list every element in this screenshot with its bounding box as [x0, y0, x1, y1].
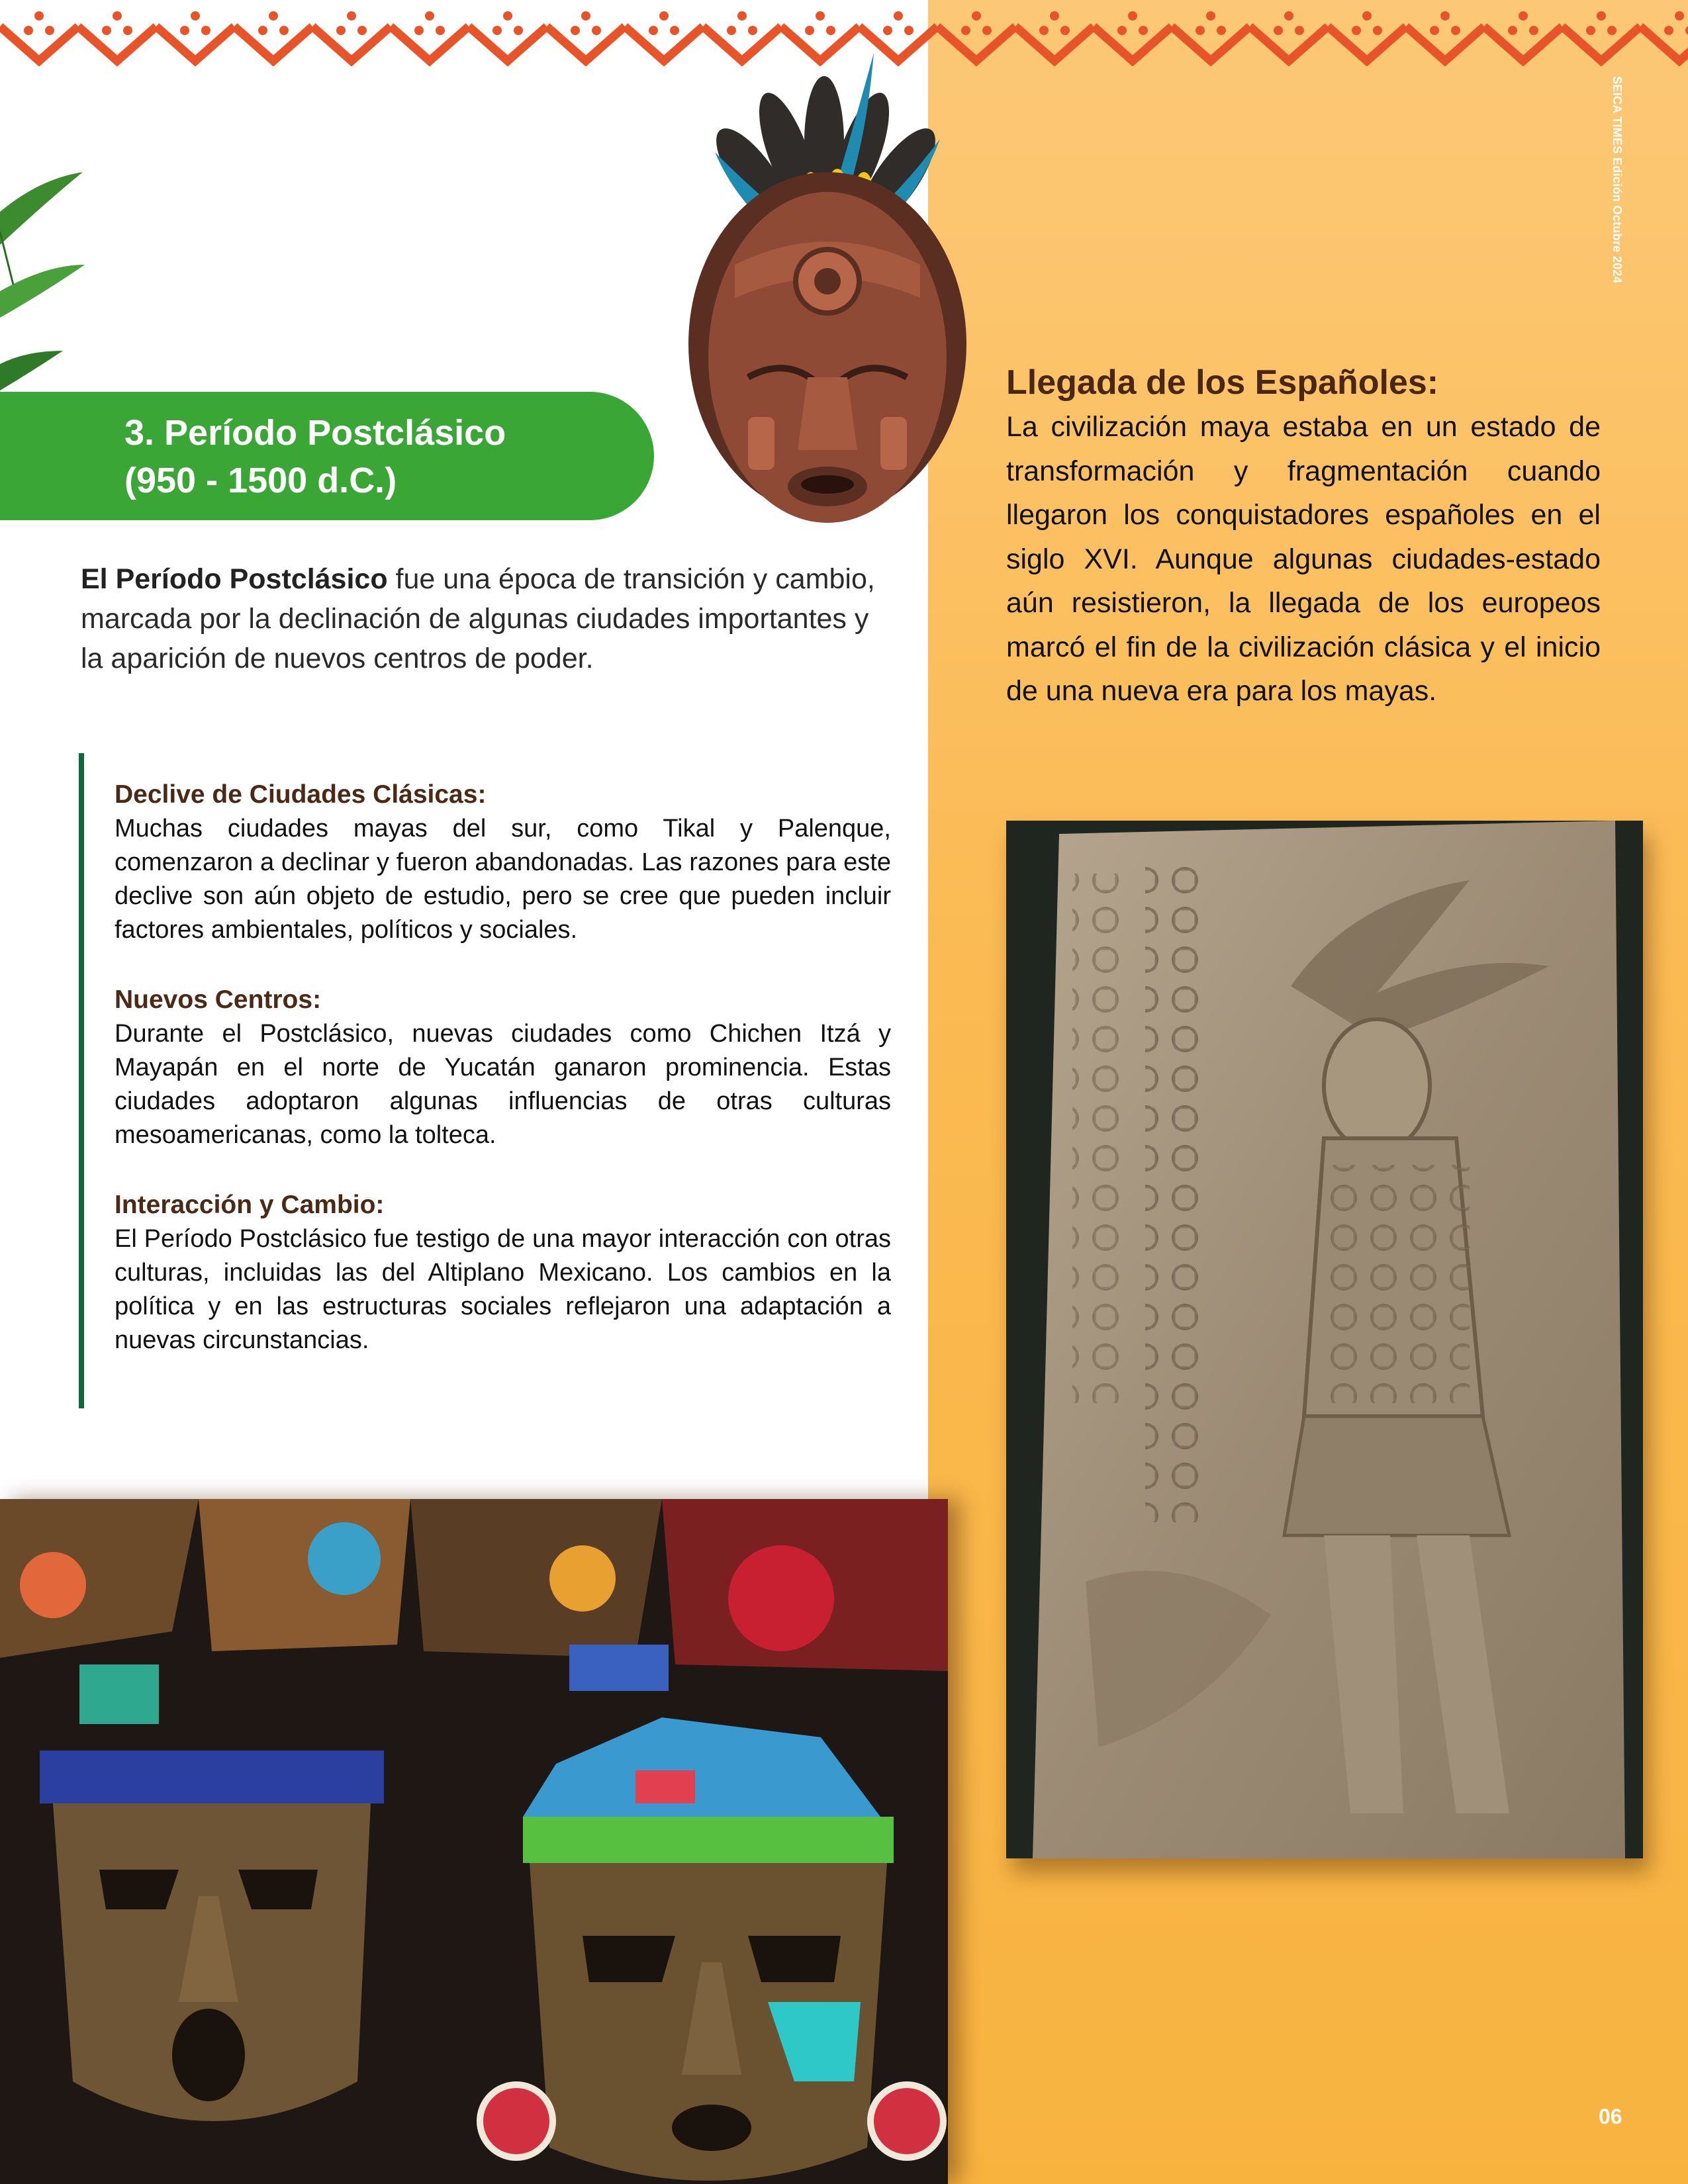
- subsection: [115, 778, 891, 947]
- section-title: [124, 409, 601, 504]
- publication-side-label: SEICA TIMES Edición Octubre 2024: [1611, 76, 1624, 284]
- subsection-body: El Período Postclásico fue testigo de una mayor interacción con otras culturas, incluidas las del Altiplano Mexicano. Los cambios en la política y en las estructuras sociales reflejaron una adaptación a nuevas circunstancias.: [115, 1225, 891, 1354]
- intro-text: fue una época de transición y cambio, marcada por la declinación de algunas ciudades importantes y la aparición de nuevos centros de poder.: [81, 563, 875, 674]
- mayan-mask-illustration: [655, 46, 1000, 536]
- subsection: [115, 1188, 891, 1357]
- quote-bar: [79, 753, 84, 1408]
- sidebar-title: Llegada de los Españoles:: [1006, 363, 1439, 402]
- intro-bold-lead: El Período Postclásico: [81, 563, 388, 595]
- carved-stone-stela-photo: [1006, 821, 1643, 1858]
- subsection-body: Muchas ciudades mayas del sur, como Tikal y Palenque, comenzaron a declinar y fueron abandonadas. Las razones para este declive son aún objeto de estudio, pero se cree que pueden incluir factores ambientales, políticos y sociales.: [115, 815, 891, 944]
- section-title-line1: 3. Período Postclásico: [124, 413, 506, 453]
- sidebar-body: La civilización maya estaba en un estado de transformación y fragmentación cuando llegaron los conquistadores españoles en el siglo XVI. Aunque algunas ciudades-estado aún resistieron, la llegada de los europeos marcó el fin de la civilización clásica y el inicio de una nueva era para los mayas.: [1006, 411, 1601, 707]
- subsections-list: [115, 778, 891, 1393]
- page-number: 06: [1599, 2105, 1622, 2128]
- intro-paragraph: [81, 559, 882, 678]
- subsection-title: Declive de Ciudades Clásicas:: [115, 780, 487, 809]
- painted-wooden-masks-photo: [0, 1499, 948, 2184]
- subsection-body: Durante el Postclásico, nuevas ciudades como Chichen Itzá y Mayapán en el norte de Yucatán ganaron prominencia. Estas ciudades adoptaron algunas influencias de otras culturas mesoamericanas, como la tolteca.: [115, 1020, 891, 1149]
- subsection-title: Nuevos Centros:: [115, 985, 322, 1014]
- section-title-line2: (950 - 1500 d.C.): [124, 461, 397, 500]
- subsection: [115, 983, 891, 1152]
- subsection-title: Interacción y Cambio:: [115, 1191, 385, 1219]
